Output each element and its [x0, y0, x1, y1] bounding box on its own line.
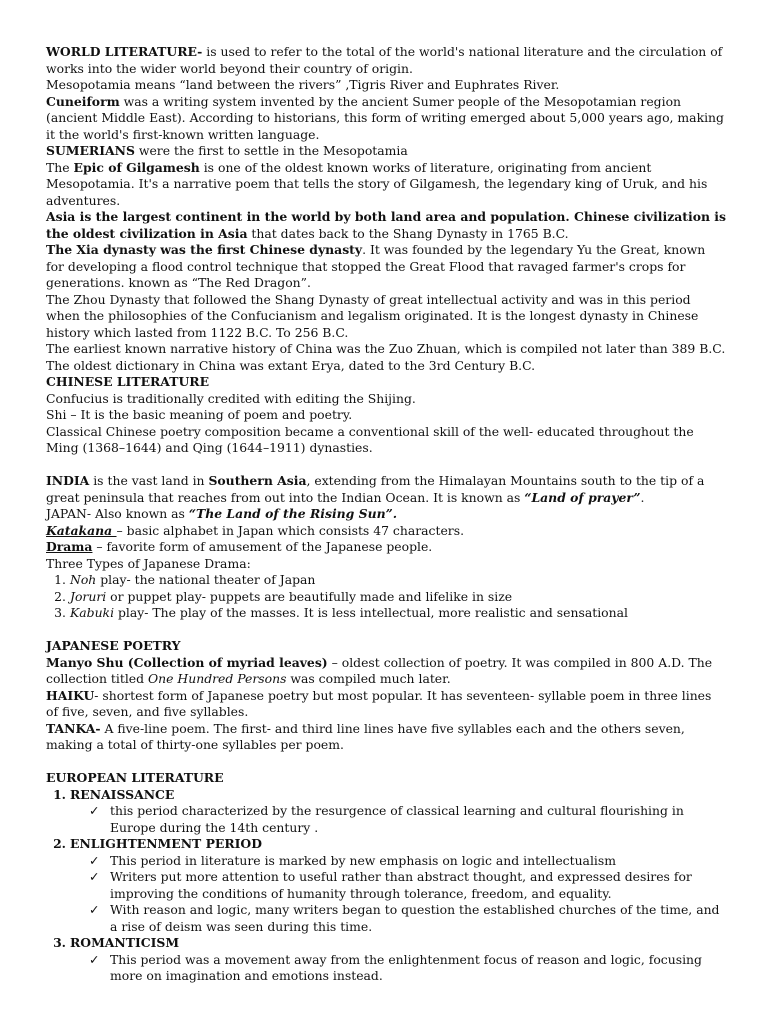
period-renaissance: 1. RENAISSANCE [53, 786, 175, 802]
list-item: ✓ this period characterized by the resurgence of classical learning and cultural flourishing in Europe during the 14th century . [89, 803, 684, 835]
term-asia: Asia is the largest continent in the world by both land area and population. Chinese civilization is the oldest civilization in Asia [46, 209, 726, 241]
paragraph-world-literature: WORLD LITERATURE- is used to refer to the total of the world's national literature and the circulation of works into the wider world beyond their country of origin. [46, 44, 723, 76]
paragraph-asia: Asia is the largest continent in the world by both land area and population. Chinese civilization is the oldest civilization in Asia that dates back to the Shang Dynasty in 1765 B.C. [46, 209, 726, 241]
drama-types-list [46, 572, 726, 622]
paragraph-gilgamesh: The Epic of Gilgamesh is one of the oldest known works of literature, originating from ancient Mesopotamia. It's a narrative poem that tells the story of Gilgamesh, the legendary king of Uruk, and his adventures. [46, 159, 708, 208]
term-india: INDIA [46, 473, 90, 488]
period-enlightenment: 2. ENLIGHTENMENT PERIOD [53, 836, 262, 851]
list-item: 2. Joruri or puppet play- puppets are beautifully made and lifelike in size [54, 588, 513, 604]
paragraph-cuneiform: Cuneiform was a writing system invented by the ancient Sumer people of the Mesopotamian region (ancient Middle East). According to historians, this form of writing emerged about 5,000 years ago, making it the world's first-known written language. [46, 93, 724, 142]
term-haiku: HAIKU [46, 687, 95, 703]
heading-chinese-literature: CHINESE LITERATURE [46, 374, 210, 389]
paragraph-haiku: HAIKU- shortest form of Japanese poetry but most popular. It has seventeen- syllable poem in three lines of five, seven, and five syllables. [46, 687, 712, 719]
term-cuneiform: Cuneiform [46, 93, 120, 109]
check-icon: ✓ [89, 852, 100, 868]
spacer [46, 754, 726, 771]
paragraph-drama-types: Three Types of Japanese Drama: [46, 555, 251, 571]
paragraph-zhou: The Zhou Dynasty that followed the Shang Dynasty of great intellectual activity and was in this period when the philosophies of the Confucianism and legalism originated. It is the longest dynasty in Chinese history which lasted from 1122 B.C. To 256 B.C. [46, 291, 699, 340]
heading-japanese-poetry: JAPANESE POETRY [46, 638, 181, 653]
european-periods-list [46, 787, 726, 804]
paragraph-tanka: TANKA- A five-line poem. The first- and third line lines have five syllables each and the others seven, making a total of thirty-one syllables per poem. [46, 720, 685, 752]
term-tanka: TANKA- [46, 720, 101, 736]
paragraph-katakana: Katakana – basic alphabet in Japan which consists 47 characters. [46, 522, 465, 538]
spacer [46, 622, 726, 639]
paragraph-zuo-zhuan: The earliest known narrative history of China was the Zuo Zhuan, which is compiled not later than 389 B.C. [46, 341, 726, 356]
check-icon: ✓ [89, 869, 100, 884]
paragraph-india: INDIA is the vast land in Southern Asia, extending from the Himalayan Mountains south to the tip of a great peninsula that reaches from out into the Indian Ocean. It is known as “Land of prayer”. [46, 473, 705, 505]
list-item: ✓ With reason and logic, many writers began to question the established churches of the time, and a rise of deism was seen during this time. [89, 902, 720, 934]
paragraph-mesopotamia: Mesopotamia means “land between the rivers” ,Tigris River and Euphrates River. [46, 77, 560, 92]
term-gilgamesh: Epic of Gilgamesh [73, 159, 200, 175]
paragraph-drama: Drama – favorite form of amusement of the Japanese people. [46, 539, 433, 554]
spacer [46, 457, 726, 474]
check-icon: ✓ [89, 902, 100, 917]
list-item: ✓ Writers put more attention to useful rather than abstract thought, and expressed desires for improving the conditions of humanity through tolerance, freedom, and equality. [89, 869, 692, 901]
european-periods-list-3 [46, 935, 726, 952]
paragraph-classical-poetry: Classical Chinese poetry composition became a conventional skill of the well- educated throughout the Ming (1368–1644) and Qing (1644–1911) dynasties. [46, 423, 694, 455]
term-manyo-shu: Manyo Shu (Collection of myriad leaves) [46, 654, 328, 670]
list-item: ✓ This period was a movement away from the enlightenment focus of reason and logic, focusing more on imagination and emotions instead. [89, 951, 702, 983]
term-katakana: Katakana [46, 522, 117, 538]
period-romanticism: 3. ROMANTICISM [53, 935, 180, 950]
paragraph-confucius: Confucius is traditionally credited with editing the Shijing. [46, 390, 416, 406]
term-world-literature: WORLD LITERATURE- [46, 44, 203, 59]
term-xia: The Xia dynasty was the first Chinese dynasty [46, 242, 363, 257]
list-item: ✓ This period in literature is marked by new emphasis on logic and intellectualism [89, 852, 616, 868]
check-icon: ✓ [89, 951, 100, 967]
paragraph-xia: The Xia dynasty was the first Chinese dynasty. It was founded by the legendary Yu the Great, known for developing a flood control technique that stopped the Great Flood that ravaged farmer's crops for generations. known as “The Red Dragon”. [46, 242, 706, 290]
document-page [46, 44, 726, 985]
term-sumerians: SUMERIANS [46, 143, 135, 158]
paragraph-sumerians: SUMERIANS were the first to settle in the Mesopotamia [46, 143, 408, 158]
european-periods-list-2 [46, 836, 726, 853]
list-item: 3. Kabuki play- The play of the masses. It is less intellectual, more realistic and sensational [54, 605, 628, 620]
paragraph-erya: The oldest dictionary in China was extant Erya, dated to the 3rd Century B.C. [46, 357, 536, 373]
check-icon: ✓ [89, 803, 100, 818]
paragraph-japan: JAPAN- Also known as “The Land of the Rising Sun”. [46, 506, 398, 521]
heading-european-literature: EUROPEAN LITERATURE [46, 770, 224, 785]
paragraph-manyo-shu: Manyo Shu (Collection of myriad leaves) – oldest collection of poetry. It was compiled in 800 A.D. The collection titled One Hundred Persons was compiled much later. [46, 654, 713, 686]
list-item: 1. Noh play- the national theater of Japan [54, 572, 316, 587]
paragraph-shi: Shi – It is the basic meaning of poem and poetry. [46, 407, 353, 422]
term-drama: Drama [46, 539, 93, 554]
